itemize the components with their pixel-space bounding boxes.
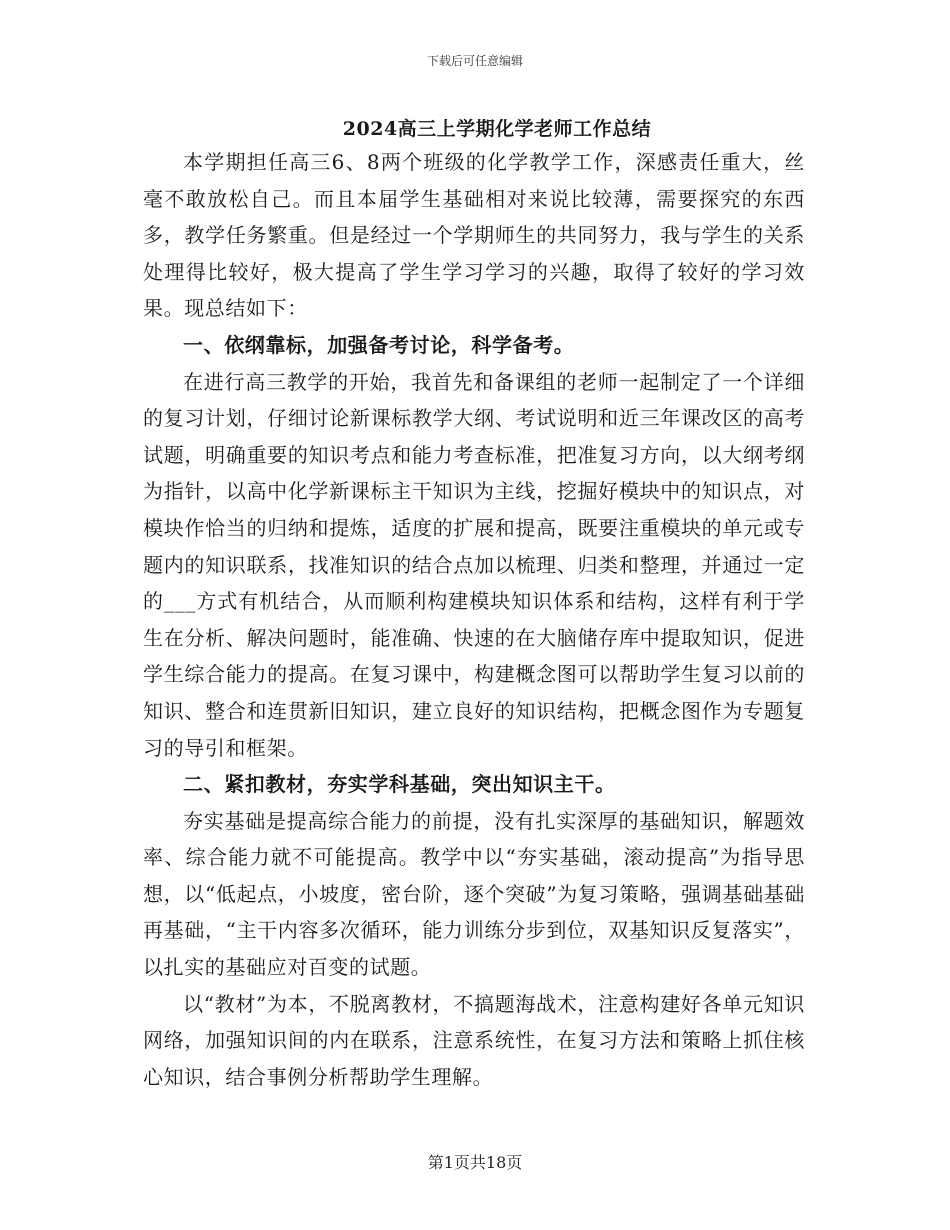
section-2-heading: 二、紧扣教材，夯实学科基础，突出知识主干。 <box>183 772 616 797</box>
section-2-paragraph-2: 以“教材”为本，不脱离教材，不搞题海战术，注意构建好各单元知识网络，加强知识间的内在联系，注意系统性，在复习方法和策略上抓住核心知识，结合事例分析帮助学生理解。 <box>143 991 805 1089</box>
section-2-paragraph-1: 夯实基础是提高综合能力的前提，没有扎实深厚的基础知识，解题效率、综合能力就不可能提高。教学中以“夯实基础，滚动提高”为指导思想，以“低起点，小坡度，密台阶，逐个突破”为复习策略，强调基础基础再基础，“主干内容多次循环，能力训练分步到位，双基知识反复落实”，以扎实的基础应对百变的试题。 <box>143 808 805 980</box>
document-body <box>143 114 805 1095</box>
intro-paragraph: 本学期担任高三6、8两个班级的化学教学工作，深感责任重大，丝毫不敢放松自己。而且本届学生基础相对来说比较薄，需要探究的东西多，教学任务繁重。但是经过一个学期师生的共同努力，我与学生的关系处理得比较好，极大提高了学生学习学习的兴趣，取得了较好的学习效果。现总结如下： <box>143 150 805 321</box>
document-title: 2024高三上学期化学老师工作总结 <box>342 118 652 140</box>
section-1-paragraph: 在进行高三教学的开始，我首先和备课组的老师一起制定了一个详细的复习计划，仔细讨论新课标教学大纲、考试说明和近三年课改区的高考试题，明确重要的知识考点和能力考查标准，把准复习方向，以大纲考纲为指针，以高中化学新课标主干知识为主线，挖掘好模块中的知识点，对模块作恰当的归纳和提炼，适度的扩展和提高，既要注重模块的单元或专题内的知识联系，找准知识的结合点加以梳理、归类和整理，并通过一定的___方式有机结合，从而顺利构建模块知识体系和结构，这样有利于学生在分析、解决问题时，能准确、快速的在大脑储存库中提取知识，促进学生综合能力的提高。在复习课中，构建概念图可以帮助学生复习以前的知识、整合和连贯新旧知识，建立良好的知识结构，把概念图作为专题复习的导引和框架。 <box>143 369 805 760</box>
header-note: 下载后可任意编辑 <box>426 54 523 68</box>
section-1-heading: 一、依纲靠标，加强备考讨论，科学备考。 <box>183 332 575 357</box>
page-number: 第1页共18页 <box>427 1153 523 1172</box>
